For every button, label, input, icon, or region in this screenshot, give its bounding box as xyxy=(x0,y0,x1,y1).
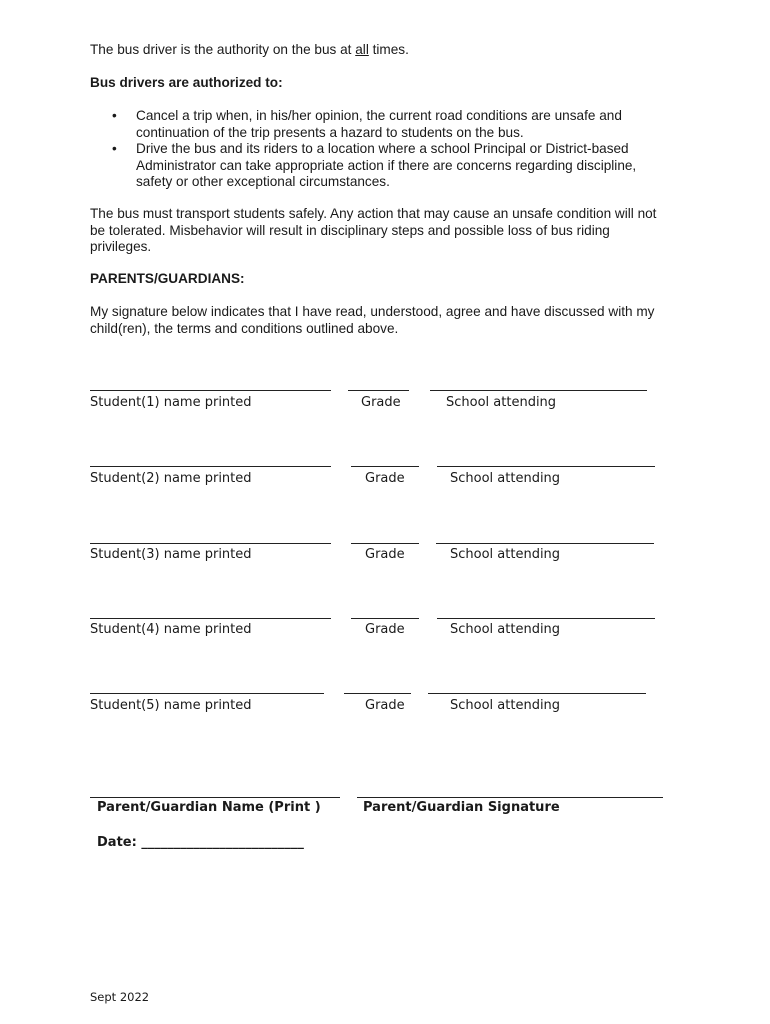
safety-paragraph: The bus must transport students safely. Any action that may cause an unsafe condition will not be tolerated. Misbehavior will result in disciplinary steps and possible loss of bus riding privileges. xyxy=(90,206,657,254)
grade-label: Grade xyxy=(365,471,405,486)
grade-label: Grade xyxy=(365,622,405,637)
student-name-field[interactable] xyxy=(90,390,331,391)
student-name-field[interactable] xyxy=(90,543,331,544)
grade-field[interactable] xyxy=(351,543,419,544)
grade-field[interactable] xyxy=(348,390,409,391)
date-field[interactable]: Date: _________________________ xyxy=(97,835,304,850)
bullet-text: Cancel a trip when, in his/her opinion, the current road conditions are unsafe and continuation of the trip presents a hazard to students on the bus. xyxy=(136,108,622,140)
student-name-field[interactable] xyxy=(90,466,331,467)
bullet-text: Drive the bus and its riders to a location where a school Principal or District-based Administrator can take appropriate action if there are concerns regarding discipline, safety or other exceptional circumstances. xyxy=(136,141,637,189)
bullet-icon: • xyxy=(112,141,117,156)
intro-text-before: The bus driver is the authority on the bus at xyxy=(90,42,356,57)
school-label: School attending xyxy=(446,395,557,410)
school-field[interactable] xyxy=(437,618,655,619)
parents-heading: PARENTS/GUARDIANS: xyxy=(90,271,245,286)
grade-field[interactable] xyxy=(351,466,419,467)
footer-date: Sept 2022 xyxy=(90,990,150,1004)
student-name-label: Student(4) name printed xyxy=(90,622,252,637)
school-field[interactable] xyxy=(428,693,646,694)
bullet-icon: • xyxy=(112,108,117,123)
student-name-label: Student(2) name printed xyxy=(90,471,252,486)
signature-statement: My signature below indicates that I have read, understood, agree and have discussed with my child(ren), the terms and conditions outlined above. xyxy=(90,304,655,336)
guardian-name-label: Parent/Guardian Name (Print ) xyxy=(97,800,321,815)
authorized-heading: Bus drivers are authorized to: xyxy=(90,75,283,90)
guardian-signature-label: Parent/Guardian Signature xyxy=(363,800,560,815)
school-field[interactable] xyxy=(436,543,654,544)
student-name-field[interactable] xyxy=(90,618,331,619)
intro-line xyxy=(90,42,409,59)
guardian-name-field[interactable] xyxy=(90,797,340,798)
grade-field[interactable] xyxy=(344,693,411,694)
student-name-label: Student(5) name printed xyxy=(90,698,252,713)
guardian-signature-field[interactable] xyxy=(357,797,663,798)
student-name-field[interactable] xyxy=(90,693,324,694)
school-label: School attending xyxy=(450,471,561,486)
school-field[interactable] xyxy=(437,466,655,467)
school-label: School attending xyxy=(450,547,561,562)
grade-label: Grade xyxy=(361,395,401,410)
school-label: School attending xyxy=(450,698,561,713)
intro-text-emphasis: all xyxy=(355,42,369,57)
school-label: School attending xyxy=(450,622,561,637)
grade-field[interactable] xyxy=(351,618,419,619)
grade-label: Grade xyxy=(365,698,405,713)
grade-label: Grade xyxy=(365,547,405,562)
school-field[interactable] xyxy=(430,390,647,391)
list-item xyxy=(112,141,672,191)
list-item xyxy=(112,108,672,141)
intro-text-after: times. xyxy=(368,42,409,57)
student-name-label: Student(1) name printed xyxy=(90,395,252,410)
authorized-list xyxy=(112,108,672,191)
student-name-label: Student(3) name printed xyxy=(90,547,252,562)
